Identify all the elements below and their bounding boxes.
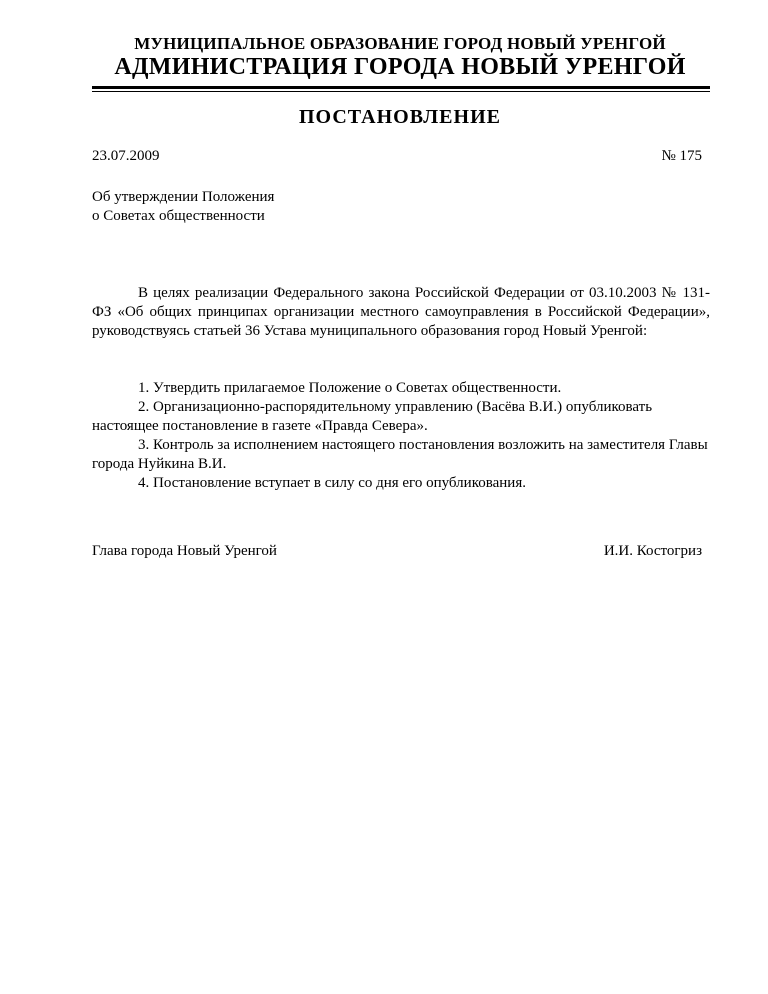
signatory-name: И.И. Костогриз bbox=[603, 543, 702, 559]
resolution-item: 2. Организационно-распорядительному управлению (Васёва В.И.) опубликовать настоящее постановление в газете «Правда Севера». bbox=[92, 399, 653, 434]
document-subject bbox=[92, 188, 274, 226]
signatory-title: Глава города Новый Уренгой bbox=[92, 543, 277, 559]
header-rule-thin bbox=[92, 91, 710, 92]
subject-line-1: Об утверждении Положения bbox=[92, 189, 275, 205]
administration-heading: АДМИНИСТРАЦИЯ ГОРОДА НОВЫЙ УРЕНГОЙ bbox=[114, 54, 686, 80]
municipality-heading: МУНИЦИПАЛЬНОЕ ОБРАЗОВАНИЕ ГОРОД НОВЫЙ УРЕНГОЙ bbox=[134, 34, 666, 53]
document-number: № 175 bbox=[661, 148, 702, 164]
resolution-item: 3. Контроль за исполнением настоящего постановления возложить на заместителя Главы города Нуйкина В.И. bbox=[92, 437, 708, 472]
document-type-title: ПОСТАНОВЛЕНИЕ bbox=[299, 106, 501, 128]
resolution-item: 4. Постановление вступает в силу со дня его опубликования. bbox=[138, 475, 526, 491]
header-rule-thick bbox=[92, 86, 710, 89]
document-date: 23.07.2009 bbox=[92, 148, 160, 164]
subject-line-2: о Советах общественности bbox=[92, 208, 265, 224]
resolution-items bbox=[92, 379, 710, 493]
resolution-item: 1. Утвердить прилагаемое Положение о Советах общественности. bbox=[138, 380, 562, 396]
preamble-paragraph: В целях реализации Федерального закона Российской Федерации от 03.10.2003 № 131-ФЗ «Об общих принципах организации местного самоуправления в Российской Федерации», руководствуясь статьей 36 Устава муниципального образования город Новый Уренгой: bbox=[92, 285, 710, 339]
